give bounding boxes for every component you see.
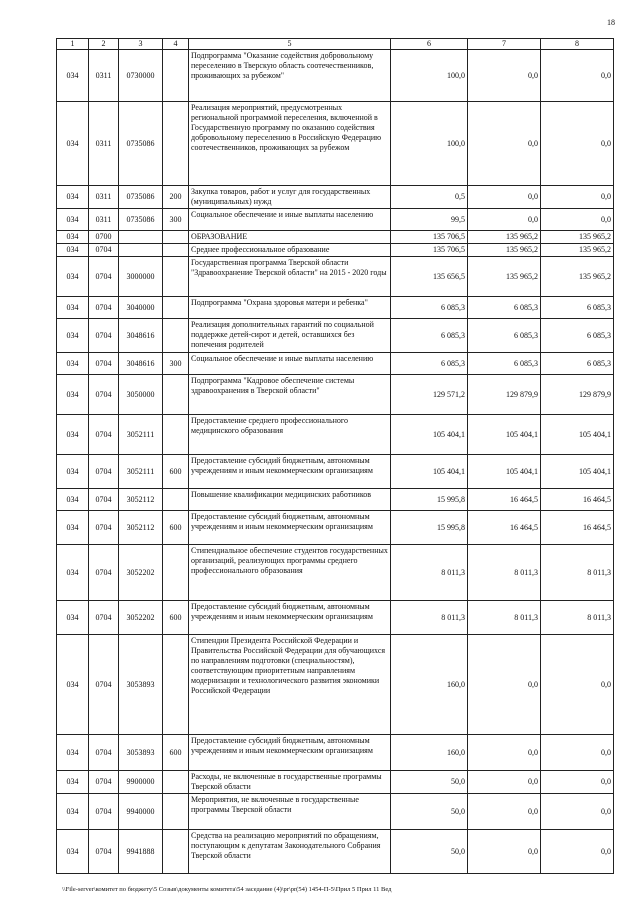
cell-amount-col8: 0,0	[541, 794, 614, 830]
cell-description: Реализация мероприятий, предусмотренных региональной программой переселения, включенной в Государственную программу по оказанию содействия добровольному переселению в Российскую Федерацию соотечественников, проживающих за рубежом	[189, 102, 391, 186]
table-row	[57, 257, 614, 297]
cell-expense-type: 200	[163, 186, 189, 209]
cell-description: Реализация дополнительных гарантий по социальной поддержке детей-сирот и детей, оставшихся без попечения родителей	[189, 319, 391, 353]
cell-section-code: 0311	[89, 209, 119, 231]
cell-amount-col6: 50,0	[391, 830, 468, 874]
cell-description: Предоставление субсидий бюджетным, автономным учреждениям и иным некоммерческим организациям	[189, 455, 391, 489]
cell-code-admin: 034	[57, 601, 89, 635]
cell-expense-type: 600	[163, 511, 189, 545]
cell-section-code: 0704	[89, 489, 119, 511]
cell-expense-type	[163, 257, 189, 297]
cell-amount-col8: 135 965,2	[541, 257, 614, 297]
cell-expense-type	[163, 231, 189, 244]
cell-target-code: 3050000	[119, 375, 163, 415]
table-row	[57, 415, 614, 455]
cell-expense-type	[163, 489, 189, 511]
cell-description: Предоставление субсидий бюджетным, автономным учреждениям и иным некоммерческим организациям	[189, 511, 391, 545]
cell-description: Государственная программа Тверской области "Здравоохранение Тверской области" на 2015 - 2020 годы	[189, 257, 391, 297]
cell-description: Средства на реализацию мероприятий по обращениям, поступающим к депутатам Законодательного Собрания Тверской области	[189, 830, 391, 874]
table-row	[57, 455, 614, 489]
cell-code-admin: 034	[57, 545, 89, 601]
cell-expense-type	[163, 545, 189, 601]
cell-expense-type	[163, 415, 189, 455]
cell-amount-col6: 6 085,3	[391, 319, 468, 353]
cell-section-code: 0704	[89, 375, 119, 415]
cell-section-code: 0704	[89, 830, 119, 874]
cell-amount-col7: 8 011,3	[468, 545, 541, 601]
cell-target-code: 3000000	[119, 257, 163, 297]
table-row	[57, 319, 614, 353]
cell-section-code: 0700	[89, 231, 119, 244]
table-row	[57, 794, 614, 830]
table-row	[57, 209, 614, 231]
table-row	[57, 830, 614, 874]
table-row	[57, 50, 614, 102]
cell-amount-col6: 105 404,1	[391, 415, 468, 455]
cell-target-code: 0735086	[119, 209, 163, 231]
cell-code-admin: 034	[57, 830, 89, 874]
cell-expense-type	[163, 830, 189, 874]
cell-expense-type	[163, 50, 189, 102]
cell-amount-col8: 16 464,5	[541, 489, 614, 511]
cell-target-code: 3052112	[119, 511, 163, 545]
cell-target-code: 3040000	[119, 297, 163, 319]
header-cell: 5	[189, 39, 391, 50]
cell-description: ОБРАЗОВАНИЕ	[189, 231, 391, 244]
cell-description: Повышение квалификации медицинских работников	[189, 489, 391, 511]
cell-amount-col6: 105 404,1	[391, 455, 468, 489]
cell-description: Стипендии Президента Российской Федерации и Правительства Российской Федерации для обучающихся по направлениям подготовки (специальностям), соответствующим приоритетным направлениям модернизации и технологического развития экономики Российской Федерации	[189, 635, 391, 735]
table-row	[57, 601, 614, 635]
cell-amount-col7: 6 085,3	[468, 353, 541, 375]
cell-amount-col7: 0,0	[468, 771, 541, 794]
cell-target-code: 3052202	[119, 545, 163, 601]
cell-section-code: 0311	[89, 186, 119, 209]
header-cell: 7	[468, 39, 541, 50]
cell-expense-type	[163, 297, 189, 319]
table-row	[57, 186, 614, 209]
cell-amount-col8: 0,0	[541, 50, 614, 102]
cell-amount-col6: 6 085,3	[391, 297, 468, 319]
cell-amount-col7: 135 965,2	[468, 231, 541, 244]
cell-target-code: 0735086	[119, 102, 163, 186]
cell-amount-col6: 15 995,8	[391, 511, 468, 545]
cell-amount-col8: 105 404,1	[541, 455, 614, 489]
cell-code-admin: 034	[57, 50, 89, 102]
cell-target-code: 3052111	[119, 455, 163, 489]
cell-amount-col8: 0,0	[541, 830, 614, 874]
cell-description: Социальное обеспечение и иные выплаты населению	[189, 209, 391, 231]
cell-description: Подпрограмма "Оказание содействия добровольному переселению в Тверскую область соотечественников, проживающих за рубежом"	[189, 50, 391, 102]
cell-amount-col6: 50,0	[391, 771, 468, 794]
cell-amount-col8: 0,0	[541, 771, 614, 794]
header-cell: 8	[541, 39, 614, 50]
cell-expense-type	[163, 771, 189, 794]
cell-amount-col8: 0,0	[541, 102, 614, 186]
cell-amount-col6: 50,0	[391, 794, 468, 830]
table-row	[57, 244, 614, 257]
cell-amount-col8: 6 085,3	[541, 297, 614, 319]
cell-section-code: 0704	[89, 511, 119, 545]
cell-code-admin: 034	[57, 257, 89, 297]
cell-expense-type: 600	[163, 601, 189, 635]
cell-amount-col8: 8 011,3	[541, 601, 614, 635]
cell-amount-col7: 0,0	[468, 186, 541, 209]
cell-description: Расходы, не включенные в государственные программы Тверской области	[189, 771, 391, 794]
cell-target-code: 3048616	[119, 353, 163, 375]
cell-expense-type: 600	[163, 735, 189, 771]
cell-amount-col7: 0,0	[468, 794, 541, 830]
cell-target-code	[119, 244, 163, 257]
cell-description: Подпрограмма "Кадровое обеспечение системы здравоохранения в Тверской области"	[189, 375, 391, 415]
cell-description: Подпрограмма "Охрана здоровья матери и ребенка"	[189, 297, 391, 319]
cell-amount-col8: 0,0	[541, 735, 614, 771]
table-row	[57, 297, 614, 319]
table-row	[57, 511, 614, 545]
cell-target-code: 3052202	[119, 601, 163, 635]
cell-target-code	[119, 231, 163, 244]
cell-amount-col8: 8 011,3	[541, 545, 614, 601]
cell-section-code: 0311	[89, 50, 119, 102]
cell-target-code: 3052112	[119, 489, 163, 511]
cell-amount-col8: 135 965,2	[541, 244, 614, 257]
cell-amount-col8: 0,0	[541, 186, 614, 209]
cell-target-code: 0735086	[119, 186, 163, 209]
cell-description: Социальное обеспечение и иные выплаты населению	[189, 353, 391, 375]
header-cell: 4	[163, 39, 189, 50]
cell-amount-col7: 0,0	[468, 102, 541, 186]
cell-amount-col6: 160,0	[391, 735, 468, 771]
cell-target-code: 9940000	[119, 794, 163, 830]
cell-code-admin: 034	[57, 102, 89, 186]
table-row	[57, 375, 614, 415]
cell-code-admin: 034	[57, 735, 89, 771]
cell-code-admin: 034	[57, 375, 89, 415]
cell-code-admin: 034	[57, 297, 89, 319]
cell-section-code: 0311	[89, 102, 119, 186]
cell-code-admin: 034	[57, 455, 89, 489]
table-row	[57, 635, 614, 735]
cell-amount-col6: 99,5	[391, 209, 468, 231]
cell-amount-col7: 105 404,1	[468, 455, 541, 489]
cell-section-code: 0704	[89, 735, 119, 771]
cell-code-admin: 034	[57, 319, 89, 353]
cell-amount-col6: 135 706,5	[391, 244, 468, 257]
cell-section-code: 0704	[89, 455, 119, 489]
page-number: 18	[607, 18, 615, 27]
cell-section-code: 0704	[89, 545, 119, 601]
cell-target-code: 3053893	[119, 635, 163, 735]
cell-amount-col8: 0,0	[541, 635, 614, 735]
cell-target-code: 9900000	[119, 771, 163, 794]
cell-section-code: 0704	[89, 635, 119, 735]
table-row	[57, 735, 614, 771]
cell-target-code: 0730000	[119, 50, 163, 102]
cell-code-admin: 034	[57, 771, 89, 794]
cell-amount-col6: 15 995,8	[391, 489, 468, 511]
table-row	[57, 489, 614, 511]
cell-amount-col8: 6 085,3	[541, 353, 614, 375]
cell-amount-col8: 6 085,3	[541, 319, 614, 353]
cell-expense-type	[163, 635, 189, 735]
cell-description: Стипендиальное обеспечение студентов государственных организаций, реализующих программы среднего профессионального образования	[189, 545, 391, 601]
cell-section-code: 0704	[89, 319, 119, 353]
cell-expense-type: 300	[163, 353, 189, 375]
cell-code-admin: 034	[57, 794, 89, 830]
cell-amount-col8: 105 404,1	[541, 415, 614, 455]
cell-description: Предоставление субсидий бюджетным, автономным учреждениям и иным некоммерческим организациям	[189, 601, 391, 635]
header-cell: 3	[119, 39, 163, 50]
table-row	[57, 231, 614, 244]
cell-amount-col7: 0,0	[468, 830, 541, 874]
footer-file-path: \\File-server\комитет по бюджету\5 Созыв\документы комитета\54 заседание (4)\pr\pr(54) 1454-П-5\Прил 5 Прил 11 Вед	[62, 886, 392, 893]
cell-expense-type	[163, 102, 189, 186]
cell-code-admin: 034	[57, 511, 89, 545]
cell-section-code: 0704	[89, 794, 119, 830]
cell-amount-col6: 160,0	[391, 635, 468, 735]
cell-expense-type: 300	[163, 209, 189, 231]
cell-amount-col6: 6 085,3	[391, 353, 468, 375]
cell-code-admin: 034	[57, 489, 89, 511]
cell-code-admin: 034	[57, 353, 89, 375]
cell-amount-col6: 8 011,3	[391, 601, 468, 635]
cell-amount-col6: 129 571,2	[391, 375, 468, 415]
budget-table	[56, 38, 614, 874]
cell-description: Мероприятия, не включенные в государственные программы Тверской области	[189, 794, 391, 830]
cell-description: Среднее профессиональное образование	[189, 244, 391, 257]
cell-amount-col7: 0,0	[468, 735, 541, 771]
cell-target-code: 3053893	[119, 735, 163, 771]
cell-amount-col7: 135 965,2	[468, 257, 541, 297]
cell-code-admin: 034	[57, 231, 89, 244]
cell-amount-col7: 0,0	[468, 209, 541, 231]
cell-section-code: 0704	[89, 297, 119, 319]
cell-target-code: 9941888	[119, 830, 163, 874]
cell-target-code: 3052111	[119, 415, 163, 455]
cell-description: Закупка товаров, работ и услуг для государственных (муниципальных) нужд	[189, 186, 391, 209]
cell-description: Предоставление субсидий бюджетным, автономным учреждениям и иным некоммерческим организациям	[189, 735, 391, 771]
cell-target-code: 3048616	[119, 319, 163, 353]
cell-amount-col7: 135 965,2	[468, 244, 541, 257]
cell-expense-type	[163, 375, 189, 415]
table-row	[57, 353, 614, 375]
cell-amount-col6: 0,5	[391, 186, 468, 209]
cell-expense-type: 600	[163, 455, 189, 489]
cell-section-code: 0704	[89, 244, 119, 257]
cell-code-admin: 034	[57, 415, 89, 455]
cell-expense-type	[163, 244, 189, 257]
table-row	[57, 102, 614, 186]
cell-amount-col6: 135 706,5	[391, 231, 468, 244]
cell-amount-col7: 16 464,5	[468, 511, 541, 545]
table-body	[57, 50, 614, 874]
cell-code-admin: 034	[57, 209, 89, 231]
header-cell: 6	[391, 39, 468, 50]
cell-amount-col7: 129 879,9	[468, 375, 541, 415]
header-cell: 2	[89, 39, 119, 50]
cell-amount-col7: 16 464,5	[468, 489, 541, 511]
table-row	[57, 771, 614, 794]
cell-amount-col7: 6 085,3	[468, 297, 541, 319]
cell-section-code: 0704	[89, 257, 119, 297]
header-cell: 1	[57, 39, 89, 50]
cell-amount-col7: 6 085,3	[468, 319, 541, 353]
cell-expense-type	[163, 319, 189, 353]
cell-amount-col8: 16 464,5	[541, 511, 614, 545]
cell-amount-col7: 8 011,3	[468, 601, 541, 635]
cell-amount-col6: 8 011,3	[391, 545, 468, 601]
cell-code-admin: 034	[57, 635, 89, 735]
cell-code-admin: 034	[57, 244, 89, 257]
cell-section-code: 0704	[89, 601, 119, 635]
cell-section-code: 0704	[89, 771, 119, 794]
cell-amount-col6: 100,0	[391, 50, 468, 102]
cell-amount-col7: 105 404,1	[468, 415, 541, 455]
cell-description: Предоставление среднего профессионального медицинского образования	[189, 415, 391, 455]
header-row	[57, 39, 614, 50]
cell-amount-col8: 135 965,2	[541, 231, 614, 244]
cell-section-code: 0704	[89, 415, 119, 455]
cell-amount-col8: 129 879,9	[541, 375, 614, 415]
cell-amount-col8: 0,0	[541, 209, 614, 231]
cell-amount-col7: 0,0	[468, 635, 541, 735]
cell-amount-col7: 0,0	[468, 50, 541, 102]
cell-amount-col6: 135 656,5	[391, 257, 468, 297]
table-row	[57, 545, 614, 601]
cell-section-code: 0704	[89, 353, 119, 375]
cell-amount-col6: 100,0	[391, 102, 468, 186]
cell-code-admin: 034	[57, 186, 89, 209]
cell-expense-type	[163, 794, 189, 830]
